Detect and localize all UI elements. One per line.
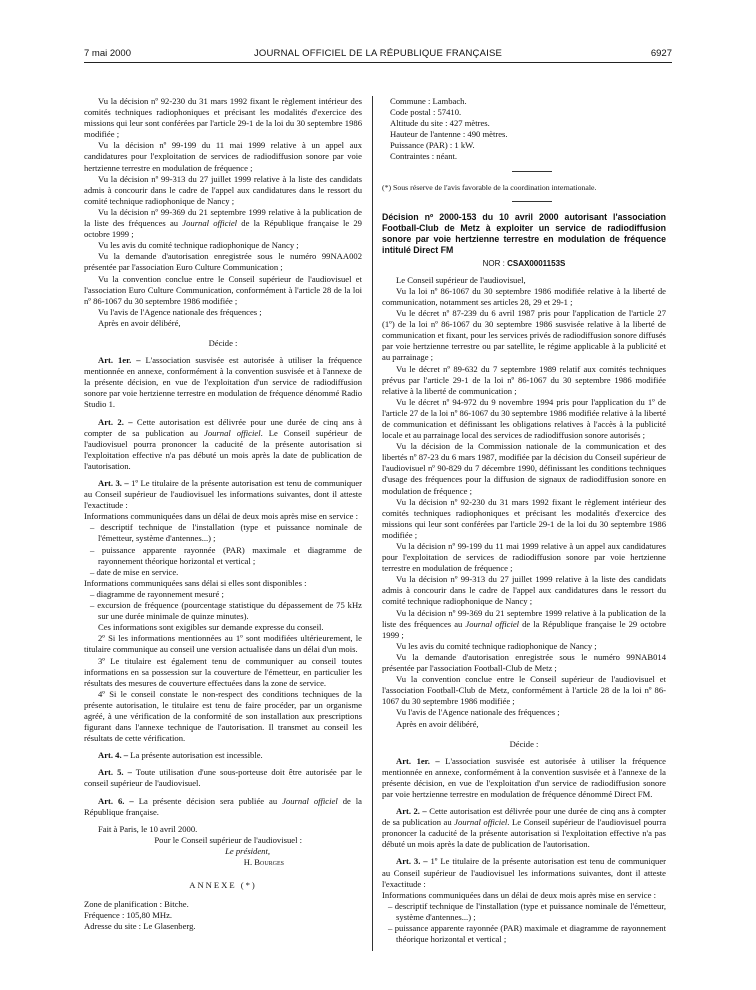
info-heading: Informations communiquées sans délai si elles sont disponibles : bbox=[84, 577, 307, 588]
decide-heading: Décide : bbox=[509, 738, 539, 749]
visa-paragraph: Vu la décision de la Commission nationale de la communication et des libertés nº 87-23 du 6 mars 1987, modifiée par la décision du Conseil supérieur de l'audiovisuel nº 90-829 du 7 décembre 1990, définissant les conditions techniques d'usage des fréquences pour la diffusion de signaux de radiodiffusion sonore en modulation de fréquence ; bbox=[382, 441, 666, 496]
visa-paragraph: Vu la décision nº 99-199 du 11 mai 1999 relative à un appel aux candidatures pour l'exploitation de services de radiodiffusion sonore par voie hertzienne terrestre en modulation de fréquence ; bbox=[84, 140, 362, 173]
visa-paragraph: Vu la convention conclue entre le Conseil supérieur de l'audiovisuel et l'association Euro Culture Communication, conformément à l'article 28 de la loi nº 86-1067 du 30 septembre 1986 modifiée ; bbox=[84, 273, 362, 306]
visa-paragraph: Vu le décret nº 94-972 du 9 novembre 1994 pris pour l'application du 1º de l'article 27 de la loi nº 86-1067 du 30 septembre 1986 modifiée relative à la liberté de communication et définissant les obligations relatives à l'accès à la publicité locale et au parrainage local des services de radiodiffusion sonore autorisés ; bbox=[382, 396, 666, 441]
text-paragraph: Ces informations sont exigibles sur demande expresse du conseil. bbox=[98, 622, 324, 633]
list-item: – descriptif technique de l'installation (type et puissance nominale de l'émetteur, système d'antennes...) ; bbox=[388, 900, 666, 922]
page-header bbox=[84, 45, 672, 65]
list-item: – puissance apparente rayonnée (PAR) maximale et diagramme de rayonnement théorique horizontal et vertical ; bbox=[90, 544, 362, 566]
annexe-line: Contraintes : néant. bbox=[390, 151, 458, 162]
visa-paragraph: Vu la décision nº 99-369 du 21 septembre 1999 relative à la publication de la liste des fréquences au Journal officiel de la République française le 29 octobre 1999 ; bbox=[382, 607, 667, 640]
signature-for: Pour le Conseil supérieur de l'audiovisuel : bbox=[154, 834, 302, 845]
annexe-line: Hauteur de l'antenne : 490 mètres. bbox=[390, 129, 508, 140]
list-item: – excursion de fréquence (pourcentage statistique du dépassement de 75 kHz sur une durée minimale de quinze minutes). bbox=[90, 600, 362, 622]
visa-paragraph: Vu la demande d'autorisation enregistrée sous le numéro 99NAB014 présentée par l'association Football-Club de Metz ; bbox=[382, 651, 666, 674]
annexe-line: Fréquence : 105,80 MHz. bbox=[84, 910, 173, 921]
annexe-line: Zone de planification : Bitche. bbox=[84, 899, 189, 910]
info-heading: Informations communiquées dans un délai de deux mois après mise en service : bbox=[84, 511, 358, 522]
visa-paragraph: Après en avoir délibéré, bbox=[396, 718, 479, 729]
list-item: – descriptif technique de l'installation (type et puissance nominale de l'émetteur, système d'antennes...) ; bbox=[90, 522, 362, 544]
article-2: Art. 2. – Cette autorisation est délivrée pour une durée de cinq ans à compter de sa publication au Journal officiel. Le Conseil supérieur de l'audiovisuel pourra prononcer la caducité de la présente autorisation si l'exploitation effective n'a pas débuté un mois après la date de publication de l'autorisation. bbox=[84, 416, 362, 471]
signature-place-date: Fait à Paris, le 10 avril 2000. bbox=[98, 823, 198, 834]
list-item: – puissance apparente rayonnée (PAR) maximale et diagramme de rayonnement théorique horizontal et vertical ; bbox=[388, 923, 666, 945]
article-3: Art. 3. – 1º Le titulaire de la présente autorisation est tenu de communiquer au Conseil supérieur de l'audiovisuel les informations suivantes, dont il atteste l'exactitude : bbox=[382, 856, 666, 889]
text-paragraph: 2º Si les informations mentionnées au 1º sont modifiées ultérieurement, le titulaire communique au conseil une version actualisée dans un délai d'un mois. bbox=[84, 633, 362, 655]
visa-paragraph: Vu la convention conclue entre le Conseil supérieur de l'audiovisuel et l'association Football-Club de Metz, conformément à l'article 28 de la loi nº 86-1067 du 30 septembre 1986 modifiée ; bbox=[382, 674, 666, 707]
left-column bbox=[84, 96, 362, 932]
visa-paragraph: Vu le décret nº 87-239 du 6 avril 1987 pris pour l'application de l'article 27 (1º) de la loi nº 86-1067 du 30 septembre 1986 susvisée relative à la liberté de communication et fixant, pour les services privés de radiodiffusion sonore diffusés par voie hertzienne terrestre ou par satellite, le régime applicable à la publicité et au parrainage ; bbox=[382, 308, 666, 363]
visa-paragraph: Vu la décision nº 99-313 du 27 juillet 1999 relative à la liste des candidats admis à concourir dans le cadre de l'appel aux candidatures dans le ressort du comité technique radiophonique de Nancy ; bbox=[84, 173, 362, 206]
article-1: Art. 1er. – L'association susvisée est autorisée à utiliser la fréquence mentionnée en annexe, conformément à la convention susvisée et à l'annexe de la présente décision, en vue de l'exploitation d'un service de radiodiffusion sonore par voie hertzienne terrestre en modulation de fréquence dénommé Radio Studio 1. bbox=[84, 355, 362, 410]
text-paragraph: Le Conseil supérieur de l'audiovisuel, bbox=[396, 274, 526, 285]
annexe-heading: ANNEXE (*) bbox=[189, 880, 257, 891]
visa-paragraph: Vu la loi nº 86-1067 du 30 septembre 1986 modifiée relative à la liberté de communication, notamment ses articles 28, 29 et 29-1 ; bbox=[382, 285, 666, 307]
footnote: (*) Sous réserve de l'avis favorable de la coordination internationale. bbox=[382, 182, 597, 192]
annexe-line: Commune : Lambach. bbox=[390, 96, 467, 106]
journal-title: JOURNAL OFFICIEL DE LA RÉPUBLIQUE FRANÇAISE bbox=[253, 48, 503, 59]
article-3: Art. 3. – 1º Le titulaire de la présente autorisation est tenu de communiquer au Conseil supérieur de l'audiovisuel les informations suivantes, dont il atteste l'exactitude : bbox=[84, 478, 362, 511]
visa-paragraph: Vu l'avis de l'Agence nationale des fréquences ; bbox=[396, 707, 560, 718]
footnote-rule bbox=[512, 171, 552, 172]
visa-paragraph: Vu la décision nº 92-230 du 31 mars 1992 fixant le règlement intérieur des comités techniques radiophoniques et précisant les modalités d'exercice des missions qui leur sont conférées par l'article 29-1 de la loi du 30 septembre 1986 modifiée ; bbox=[84, 96, 362, 140]
section-rule bbox=[512, 201, 552, 202]
list-item: – diagramme de rayonnement mesuré ; bbox=[90, 588, 224, 599]
decision-title: Décision nº 2000-153 du 10 avril 2000 autorisant l'association Football-Club de Metz à exploiter un service de radiodiffusion sonore par voie hertzienne terrestre en modulation de fréquence intitulé Direct FM bbox=[382, 211, 666, 255]
annexe-line: Code postal : 57410. bbox=[390, 107, 462, 118]
article-6: Art. 6. – La présente décision sera publiée au Journal officiel de la République française. bbox=[84, 795, 362, 817]
article-5: Art. 5. – Toute utilisation d'une sous-porteuse doit être autorisée par le conseil supérieur de l'audiovisuel. bbox=[84, 767, 362, 789]
page-number: 6927 bbox=[650, 48, 672, 59]
column-divider bbox=[372, 96, 373, 951]
text-paragraph: 4º Si le conseil constate le non-respect des conditions techniques de la présente autorisation, le titulaire est tenu de faire procéder, par un organisme agréé, à une vérification de la conformité de son installation aux prescriptions figurant dans l'annexe technique de l'autorisation. Il transmet au conseil les résultats de cette vérification. bbox=[84, 688, 362, 744]
visa-paragraph: Vu la décision nº 99-313 du 27 juillet 1999 relative à la liste des candidats admis à concourir dans le cadre de l'appel aux candidatures dans le ressort du comité technique radiophonique de Nancy ; bbox=[382, 574, 666, 607]
annexe-line: Altitude du site : 427 mètres. bbox=[390, 118, 490, 129]
visa-paragraph: Vu les avis du comité technique radiophonique de Nancy ; bbox=[396, 640, 597, 651]
header-rule bbox=[84, 62, 672, 63]
signature-title: Le président, bbox=[225, 845, 270, 856]
annexe-line: Puissance (PAR) : 1 kW. bbox=[390, 140, 475, 151]
visa-paragraph: Vu la décision nº 99-199 du 11 mai 1999 relative à un appel aux candidatures pour l'exploitation de services de radiodiffusion sonore par voie hertzienne terrestre en modulation de fréquence ; bbox=[382, 541, 666, 574]
text-paragraph: 3º Le titulaire est également tenu de communiquer au conseil toutes informations en sa possession sur la couverture de l'émetteur, en particulier les résultats des mesures de couverture effectuées dans la zone de service. bbox=[84, 655, 362, 688]
header-date: 7 mai 2000 bbox=[84, 48, 132, 59]
visa-paragraph: Vu l'avis de l'Agence nationale des fréquences ; bbox=[98, 306, 262, 317]
signature-name: H. Bourges bbox=[243, 857, 284, 867]
visa-paragraph: Vu les avis du comité technique radiophonique de Nancy ; bbox=[98, 240, 299, 251]
decide-heading: Décide : bbox=[208, 337, 238, 348]
list-item: – date de mise en service. bbox=[90, 566, 179, 577]
visa-paragraph: Vu la décision nº 92-230 du 31 mars 1992 fixant le règlement intérieur des comités techniques radiophoniques et précisant les modalités d'exercice des missions qui leur sont conférées par l'article 29-1 de la loi du 30 septembre 1986 modifiée ; bbox=[382, 496, 666, 540]
article-2: Art. 2. – Cette autorisation est délivrée pour une durée de cinq ans à compter de sa publication au Journal officiel. Le Conseil supérieur de l'audiovisuel pourra prononcer la caducité de la présente autorisation si l'exploitation effective n'a pas débuté un mois après la date de publication de l'autorisation. bbox=[382, 806, 667, 850]
article-4: Art. 4. – La présente autorisation est incessible. bbox=[98, 750, 263, 761]
right-column bbox=[382, 96, 666, 945]
visa-paragraph: Vu la demande d'autorisation enregistrée sous le numéro 99NAA002 présentée par l'association Euro Culture Communication ; bbox=[84, 251, 362, 273]
visa-paragraph: Vu le décret nº 89-632 du 7 septembre 1989 relatif aux comités techniques prévus par l'article 29-1 de la loi nº 86-1067 du 30 septembre 1986 modifiée relative à la liberté de communication ; bbox=[382, 363, 666, 396]
visa-paragraph: Vu la décision nº 99-369 du 21 septembre 1999 relative à la publication de la liste des fréquences au Journal officiel de la République française le 29 octobre 1999 ; bbox=[84, 206, 362, 240]
visa-paragraph: Après en avoir délibéré, bbox=[98, 317, 181, 328]
info-heading: Informations communiquées dans un délai de deux mois après mise en service : bbox=[382, 889, 656, 900]
annexe-line: Adresse du site : Le Glasenberg. bbox=[84, 921, 196, 932]
nor-reference: NOR : CSAX0001153S bbox=[482, 258, 566, 268]
article-1: Art. 1er. – L'association susvisée est autorisée à utiliser la fréquence mentionnée en annexe, conformément à la convention susvisée et à l'annexe de la présente décision, en vue de l'exploitation d'un service de radiodiffusion sonore par voie hertzienne terrestre en modulation de fréquence dénommé Direct FM. bbox=[382, 755, 666, 799]
